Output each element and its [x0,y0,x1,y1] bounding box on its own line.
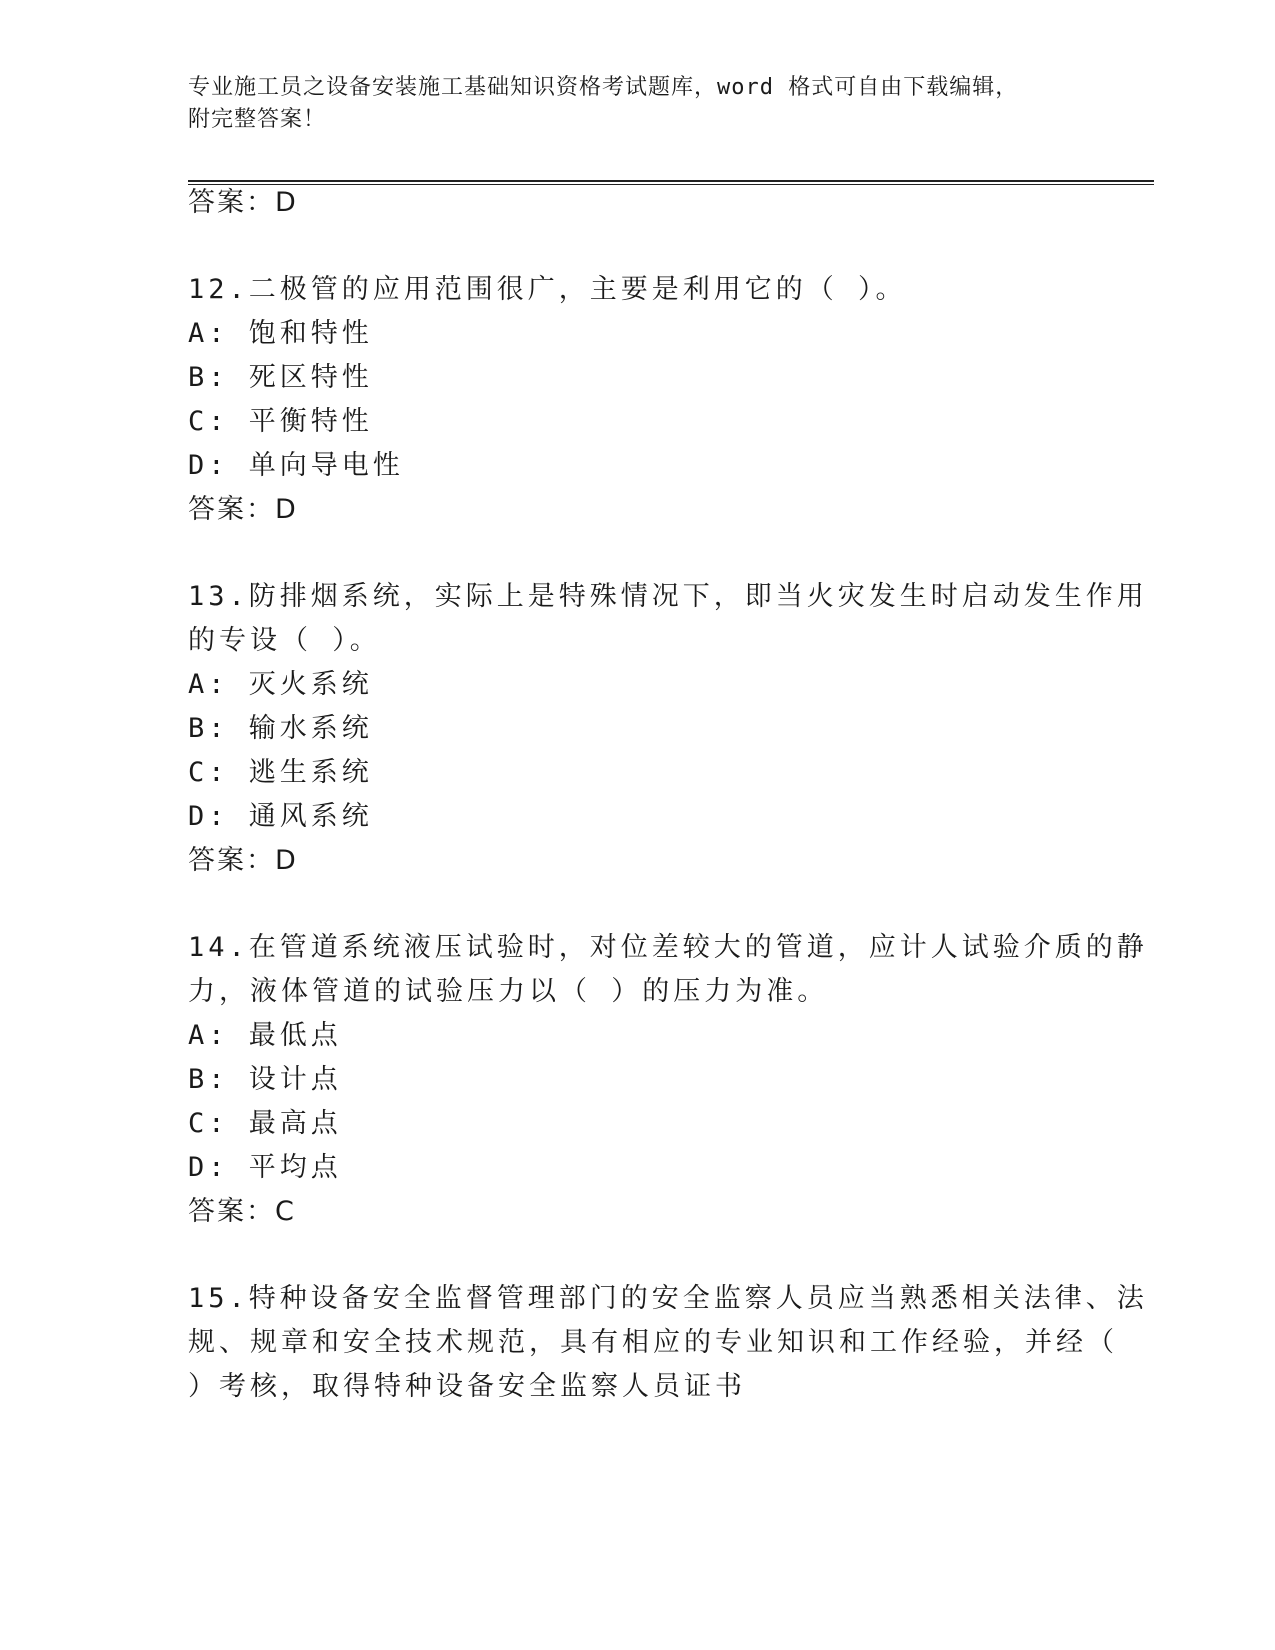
question-14-answer: 答案：C [188,1196,296,1227]
question-14-stem-line-2: 力，液体管道的试验压力以（ ）的压力为准。 [188,976,829,1007]
previous-answer: 答案：D [188,187,298,218]
question-12-answer: 答案：D [188,494,298,525]
question-13-option-c: C: 逃生系统 [188,757,373,788]
question-14-option-b: B: 设计点 [188,1064,342,1095]
question-15-stem-line-1: 15.特种设备安全监督管理部门的安全监察人员应当熟悉相关法律、法 [188,1283,1148,1314]
header-divider-thin [188,184,1154,185]
question-14-stem-line-1: 14.在管道系统液压试验时，对位差较大的管道，应计人试验介质的静 [188,932,1148,963]
question-12-option-b: B: 死区特性 [188,362,373,393]
question-13-option-d: D: 通风系统 [188,801,373,832]
question-12-stem: 12.二极管的应用范围很广，主要是利用它的（ ）。 [188,274,907,305]
question-14-option-a: A: 最低点 [188,1020,342,1051]
header-divider-thick [188,180,1154,182]
question-13-answer: 答案：D [188,845,298,876]
question-13-stem-line-1: 13.防排烟系统，实际上是特殊情况下，即当火灾发生时启动发生作用 [188,581,1148,612]
question-15-stem-line-2: 规、规章和安全技术规范，具有相应的专业知识和工作经验，并经（ [188,1327,1118,1358]
question-13-stem-line-2: 的专设（ ）。 [188,625,381,656]
question-13-option-b: B: 输水系统 [188,713,373,744]
document-header [188,72,1088,136]
question-12-option-a: A: 饱和特性 [188,318,373,349]
question-12-option-c: C: 平衡特性 [188,406,373,437]
question-12-option-d: D: 单向导电性 [188,450,404,481]
header-line-2: 附完整答案！ [188,107,327,132]
question-14-option-d: D: 平均点 [188,1152,342,1183]
question-14-option-c: C: 最高点 [188,1108,342,1139]
header-line-1: 专业施工员之设备安装施工基础知识资格考试题库，word 格式可自由下载编辑， [188,75,1019,100]
question-13-option-a: A: 灭火系统 [188,669,373,700]
question-15-stem-line-3: ）考核，取得特种设备安全监察人员证书 [188,1371,746,1402]
